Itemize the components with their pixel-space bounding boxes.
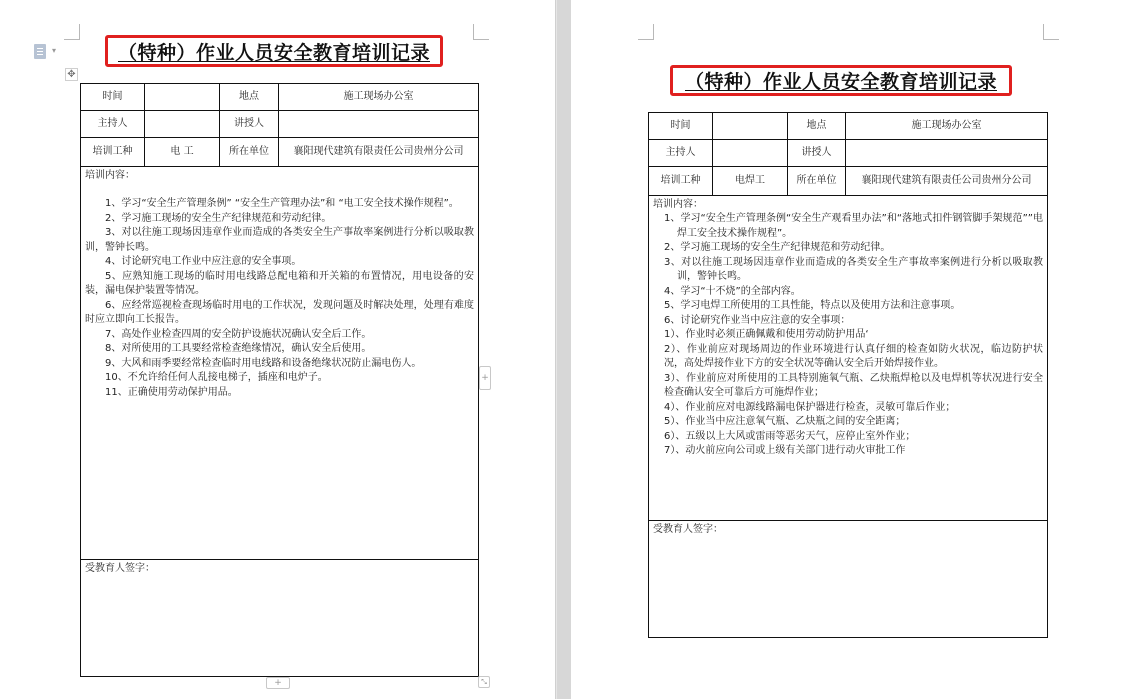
place-label: 地点: [220, 84, 279, 111]
signature-label: 受教育人签字：: [653, 524, 723, 535]
trade-value[interactable]: 电 工: [145, 138, 220, 167]
document-page-right: [571, 0, 1127, 699]
lecturer-value[interactable]: [846, 140, 1048, 167]
content-item: 1、学习“安全生产管理条例“安全生产观看里办法”和“落地式扣件钢管脚手架规范””电焊工安全技术操作规程”。: [664, 213, 1043, 239]
content-label: 培训内容：: [85, 170, 135, 181]
sub-item: 6）、五级以上大风或雷雨等恶劣天气，应停止室外作业；: [664, 430, 916, 442]
content-item: 4、学习“十不烧”的全部内容。: [664, 285, 801, 297]
host-value[interactable]: [145, 111, 220, 138]
content-item: 1、学习“安全生产管理条例” “安全生产管理办法”和 “电工安全技术操作规程”。: [105, 198, 459, 209]
host-value[interactable]: [713, 140, 788, 167]
content-item: 4、讨论研究电工作业中应注意的安全事项。: [105, 256, 302, 267]
host-label: 主持人: [81, 111, 145, 138]
signature-cell[interactable]: [81, 560, 479, 677]
chevron-down-icon[interactable]: ▾: [52, 46, 57, 55]
sub-item: 1）、作业时必须正确佩戴和使用劳动防护用品‘: [664, 329, 869, 340]
signature-cell[interactable]: [649, 521, 1048, 638]
place-value[interactable]: 施工现场办公室: [846, 113, 1048, 140]
time-label: 时间: [81, 84, 145, 111]
content-item: 2、学习施工现场的安全生产纪律规范和劳动纪律。: [664, 242, 891, 253]
add-column-button[interactable]: +: [479, 366, 491, 390]
content-item: 2、学习施工现场的安全生产纪律规范和劳动纪律。: [105, 212, 332, 224]
sub-item: 4）、作业前应对电源线路漏电保护器进行检查，灵敏可靠后作业；: [664, 401, 956, 413]
add-row-button[interactable]: +: [266, 677, 290, 689]
time-label: 时间: [649, 113, 713, 140]
document-title[interactable]: （特种）作业人员安全教育培训记录: [117, 41, 430, 64]
host-label: 主持人: [649, 140, 713, 167]
unit-value[interactable]: 襄阳现代建筑有限责任公司贵州分公司: [279, 138, 479, 167]
place-value[interactable]: 施工现场办公室: [279, 84, 479, 111]
page-gutter: [557, 0, 571, 699]
content-item: 10、不允许给任何人乱接电梯子，插座和电炉子。: [105, 372, 328, 383]
lecturer-label: 讲授人: [788, 140, 846, 167]
sub-item: 5）、作业当中应注意氧气瓶、乙炔瓶之间的安全距离；: [664, 416, 906, 427]
unit-label: 所在单位: [220, 138, 279, 167]
unit-value[interactable]: 襄阳现代建筑有限责任公司贵州分公司: [846, 167, 1048, 196]
training-record-table: [648, 112, 1048, 638]
title-highlight: [670, 65, 1012, 96]
lecturer-label: 讲授人: [220, 111, 279, 138]
margin-corner-top-left: [64, 24, 80, 40]
content-item: 3、对以往施工现场因违章作业而造成的各类安全生产事故率案例进行分析以吸取教训，警钟长鸣。: [664, 256, 1043, 282]
sub-item: 7）、动火前应向公司或上级有关部门进行动火审批工作: [664, 445, 906, 456]
content-item: 5、应熟知施工现场的临时用电线路总配电箱和开关箱的布置情况，用电设备的安装，漏电保护装置等情况。: [85, 270, 474, 296]
lecturer-value[interactable]: [279, 111, 479, 138]
sub-item: 3）、作业前应对所使用的工具特别施氧气瓶、乙炔瓶焊枪以及电焊机等状况进行安全检查确认安全可靠后方可施焊作业；: [664, 372, 1043, 398]
table-move-handle[interactable]: ✥: [65, 68, 78, 81]
margin-corner-top-right: [1043, 24, 1059, 40]
content-item: 3、对以往施工现场因违章作业而造成的各类安全生产事故率案例进行分析以吸取教训，警钟长鸣。: [85, 227, 474, 253]
table-resize-handle[interactable]: ⤡: [478, 676, 490, 688]
unit-label: 所在单位: [788, 167, 846, 196]
training-record-table: [80, 83, 479, 677]
document-title[interactable]: （特种）作业人员安全教育培训记录: [684, 71, 997, 93]
content-item: 9、大风和雨季要经常检查临时用电线路和设备绝缘状况防止漏电伤人。: [105, 357, 422, 369]
training-content-cell[interactable]: [81, 167, 479, 560]
content-item: 6、讨论研究作业当中应注意的安全事项：: [664, 314, 851, 326]
signature-label: 受教育人签字：: [85, 563, 155, 574]
content-item: 8、对所使用的工具要经常检查绝缘情况，确认安全后使用。: [105, 343, 372, 354]
trade-label: 培训工种: [81, 138, 145, 167]
time-value[interactable]: [145, 84, 220, 111]
place-label: 地点: [788, 113, 846, 140]
trade-value[interactable]: 电焊工: [713, 167, 788, 196]
paste-options-icon[interactable]: [34, 44, 46, 59]
content-item: 6、应经常巡视检查现场临时用电的工作状况，发现问题及时解决处理，处理有难度时应立即向工长报告。: [85, 299, 474, 325]
title-highlight: [105, 35, 443, 67]
time-value[interactable]: [713, 113, 788, 140]
content-item: 7、高处作业检查四周的安全防护设施状况确认安全后工作。: [105, 328, 372, 340]
document-page-left: [0, 0, 556, 699]
sub-item: 2）、作业前应对现场周边的作业环境进行认真仔细的检查如防火状况，临边防护状况，高处焊接作业下方的安全状况等确认安全后开始焊接作业。: [664, 343, 1043, 369]
content-item: 5、学习电焊工所使用的工具性能，特点以及使用方法和注意事项。: [664, 300, 961, 311]
content-label: 培训内容：: [653, 199, 703, 210]
trade-label: 培训工种: [649, 167, 713, 196]
training-content-cell[interactable]: [649, 196, 1048, 521]
content-item: 11、正确使用劳动保护用品。: [105, 386, 238, 398]
margin-corner-top-left: [638, 24, 654, 40]
margin-corner-top-right: [473, 24, 489, 40]
